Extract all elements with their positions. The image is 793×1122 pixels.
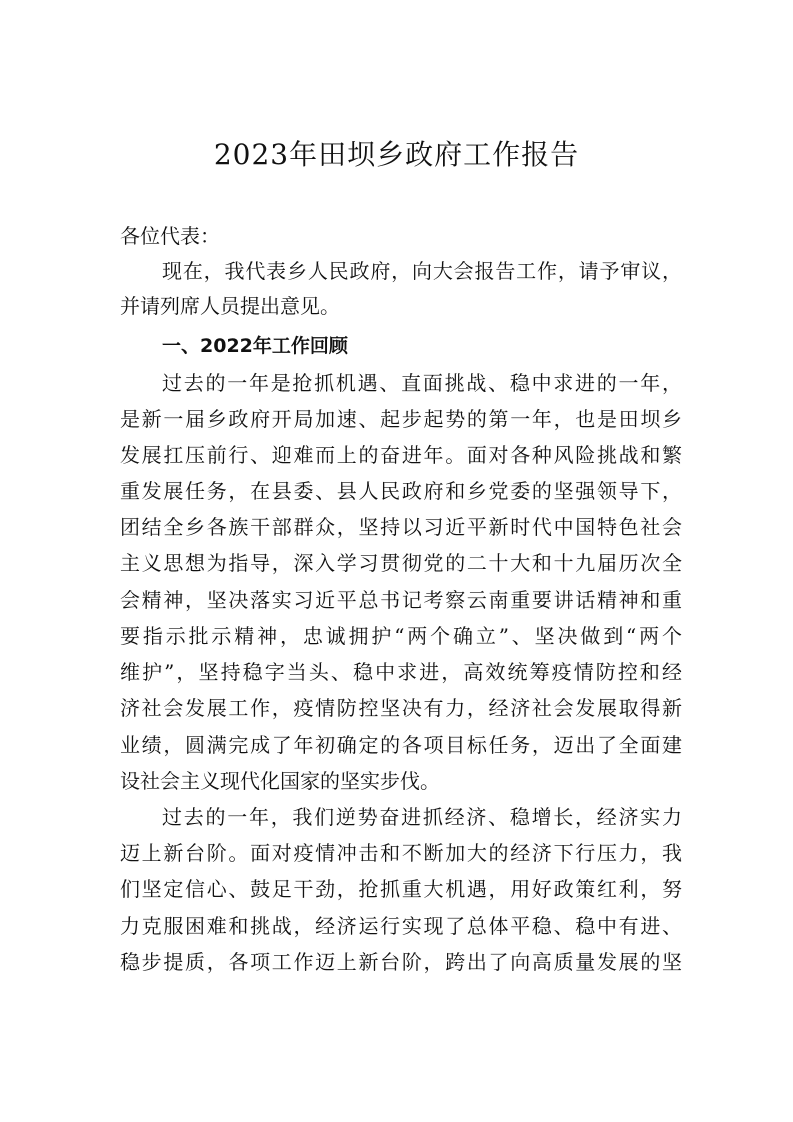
paragraph-line: 团结全乡各族干部群众，坚持以习近平新时代中国特色社会 [120,515,682,539]
section-heading: 一、2022年工作回顾 [162,335,348,357]
paragraph-line: 重发展任务，在县委、县人民政府和乡党委的坚强领导下， [120,479,682,503]
paragraph-line: 稳步提质，各项工作迈上新台阶，跨出了向高质量发展的坚 [120,950,682,974]
paragraph-line: 迈上新台阶。面对疫情冲击和不断加大的经济下行压力，我 [120,841,682,865]
paragraph-line: 要指示批示精神，忠诚拥护“两个确立”、坚决做到“两个 [120,624,682,648]
paragraph-line: 会精神，坚决落实习近平总书记考察云南重要讲话精神和重 [120,588,682,612]
paragraph-line: 发展扛压前行、迎难而上的奋进年。面对各种风险挑战和繁 [120,443,682,467]
paragraph-line: 是新一届乡政府开局加速、起步起势的第一年，也是田坝乡 [120,407,682,431]
salutation: 各位代表： [120,224,220,248]
paragraph-line: 设社会主义现代化国家的坚实步伐。 [120,769,440,793]
paragraph-line: 业绩，圆满完成了年初确定的各项目标任务，迈出了全面建 [120,733,682,757]
paragraph-line: 过去的一年是抢抓机遇、直面挑战、稳中求进的一年， [162,371,682,395]
paragraph-line: 维护”，坚持稳字当头、稳中求进，高效统筹疫情防控和经 [120,660,682,684]
paragraph-line: 力克服困难和挑战，经济运行实现了总体平稳、稳中有进、 [120,914,682,938]
paragraph-line: 们坚定信心、鼓足干劲，抢抓重大机遇，用好政策红利，努 [120,877,682,901]
paragraph-line: 济社会发展工作，疫情防控坚决有力，经济社会发展取得新 [120,696,682,720]
paragraph-line: 过去的一年，我们逆势奋进抓经济、稳增长，经济实力 [162,805,682,829]
document-title: 2023年田坝乡政府工作报告 [213,138,580,171]
paragraph-line: 现在，我代表乡人民政府，向大会报告工作，请予审议， [162,259,682,283]
paragraph-line: 主义思想为指导，深入学习贯彻党的二十大和十九届历次全 [120,551,682,575]
paragraph-line: 并请列席人员提出意见。 [120,294,340,318]
